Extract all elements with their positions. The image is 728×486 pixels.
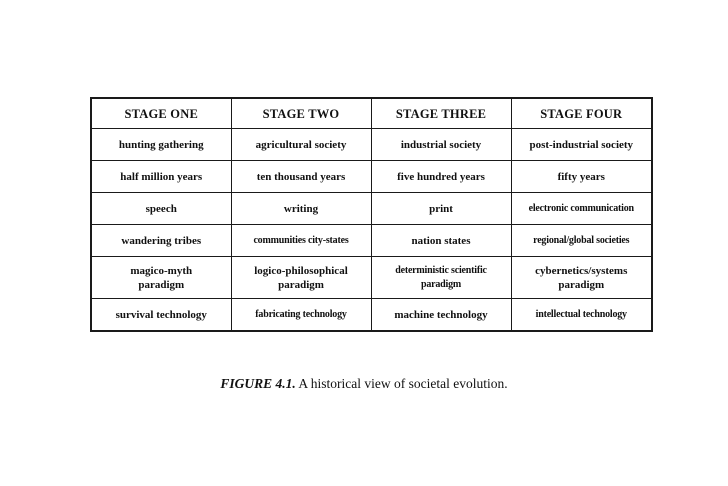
table-cell: logico-philosophical paradigm bbox=[231, 257, 371, 299]
table-cell: print bbox=[371, 193, 511, 225]
table-cell: fifty years bbox=[511, 161, 652, 193]
table-cell: regional/global societies bbox=[511, 225, 652, 257]
table-cell: nation states bbox=[371, 225, 511, 257]
figure-label: FIGURE 4.1. bbox=[220, 376, 296, 391]
table-header-row bbox=[91, 98, 652, 129]
table-cell: hunting gathering bbox=[91, 129, 231, 161]
figure-caption bbox=[0, 376, 728, 392]
table-cell: magico-myth paradigm bbox=[91, 257, 231, 299]
table-row bbox=[91, 129, 652, 161]
table-row bbox=[91, 299, 652, 332]
table-cell: deterministic scientific paradigm bbox=[371, 257, 511, 299]
header-stage-four: STAGE FOUR bbox=[511, 98, 652, 129]
table-cell: writing bbox=[231, 193, 371, 225]
table-cell: industrial society bbox=[371, 129, 511, 161]
table-cell: wandering tribes bbox=[91, 225, 231, 257]
table-cell: survival technology bbox=[91, 299, 231, 332]
table-row bbox=[91, 161, 652, 193]
figure-caption-text: A historical view of societal evolution. bbox=[295, 376, 508, 391]
table-cell: communities city-states bbox=[231, 225, 371, 257]
table-row bbox=[91, 225, 652, 257]
table-cell: fabricating technology bbox=[231, 299, 371, 332]
table-cell: five hundred years bbox=[371, 161, 511, 193]
header-stage-two: STAGE TWO bbox=[231, 98, 371, 129]
table-cell: machine technology bbox=[371, 299, 511, 332]
societal-evolution-table bbox=[90, 97, 653, 332]
table-cell: post-industrial society bbox=[511, 129, 652, 161]
table-cell: ten thousand years bbox=[231, 161, 371, 193]
header-stage-three: STAGE THREE bbox=[371, 98, 511, 129]
table-cell: speech bbox=[91, 193, 231, 225]
table-cell: half million years bbox=[91, 161, 231, 193]
table-row bbox=[91, 193, 652, 225]
table-cell: cybernetics/systems paradigm bbox=[511, 257, 652, 299]
header-stage-one: STAGE ONE bbox=[91, 98, 231, 129]
table-cell: intellectual technology bbox=[511, 299, 652, 332]
table-cell: electronic communication bbox=[511, 193, 652, 225]
table-cell: agricultural society bbox=[231, 129, 371, 161]
table-row bbox=[91, 257, 652, 299]
